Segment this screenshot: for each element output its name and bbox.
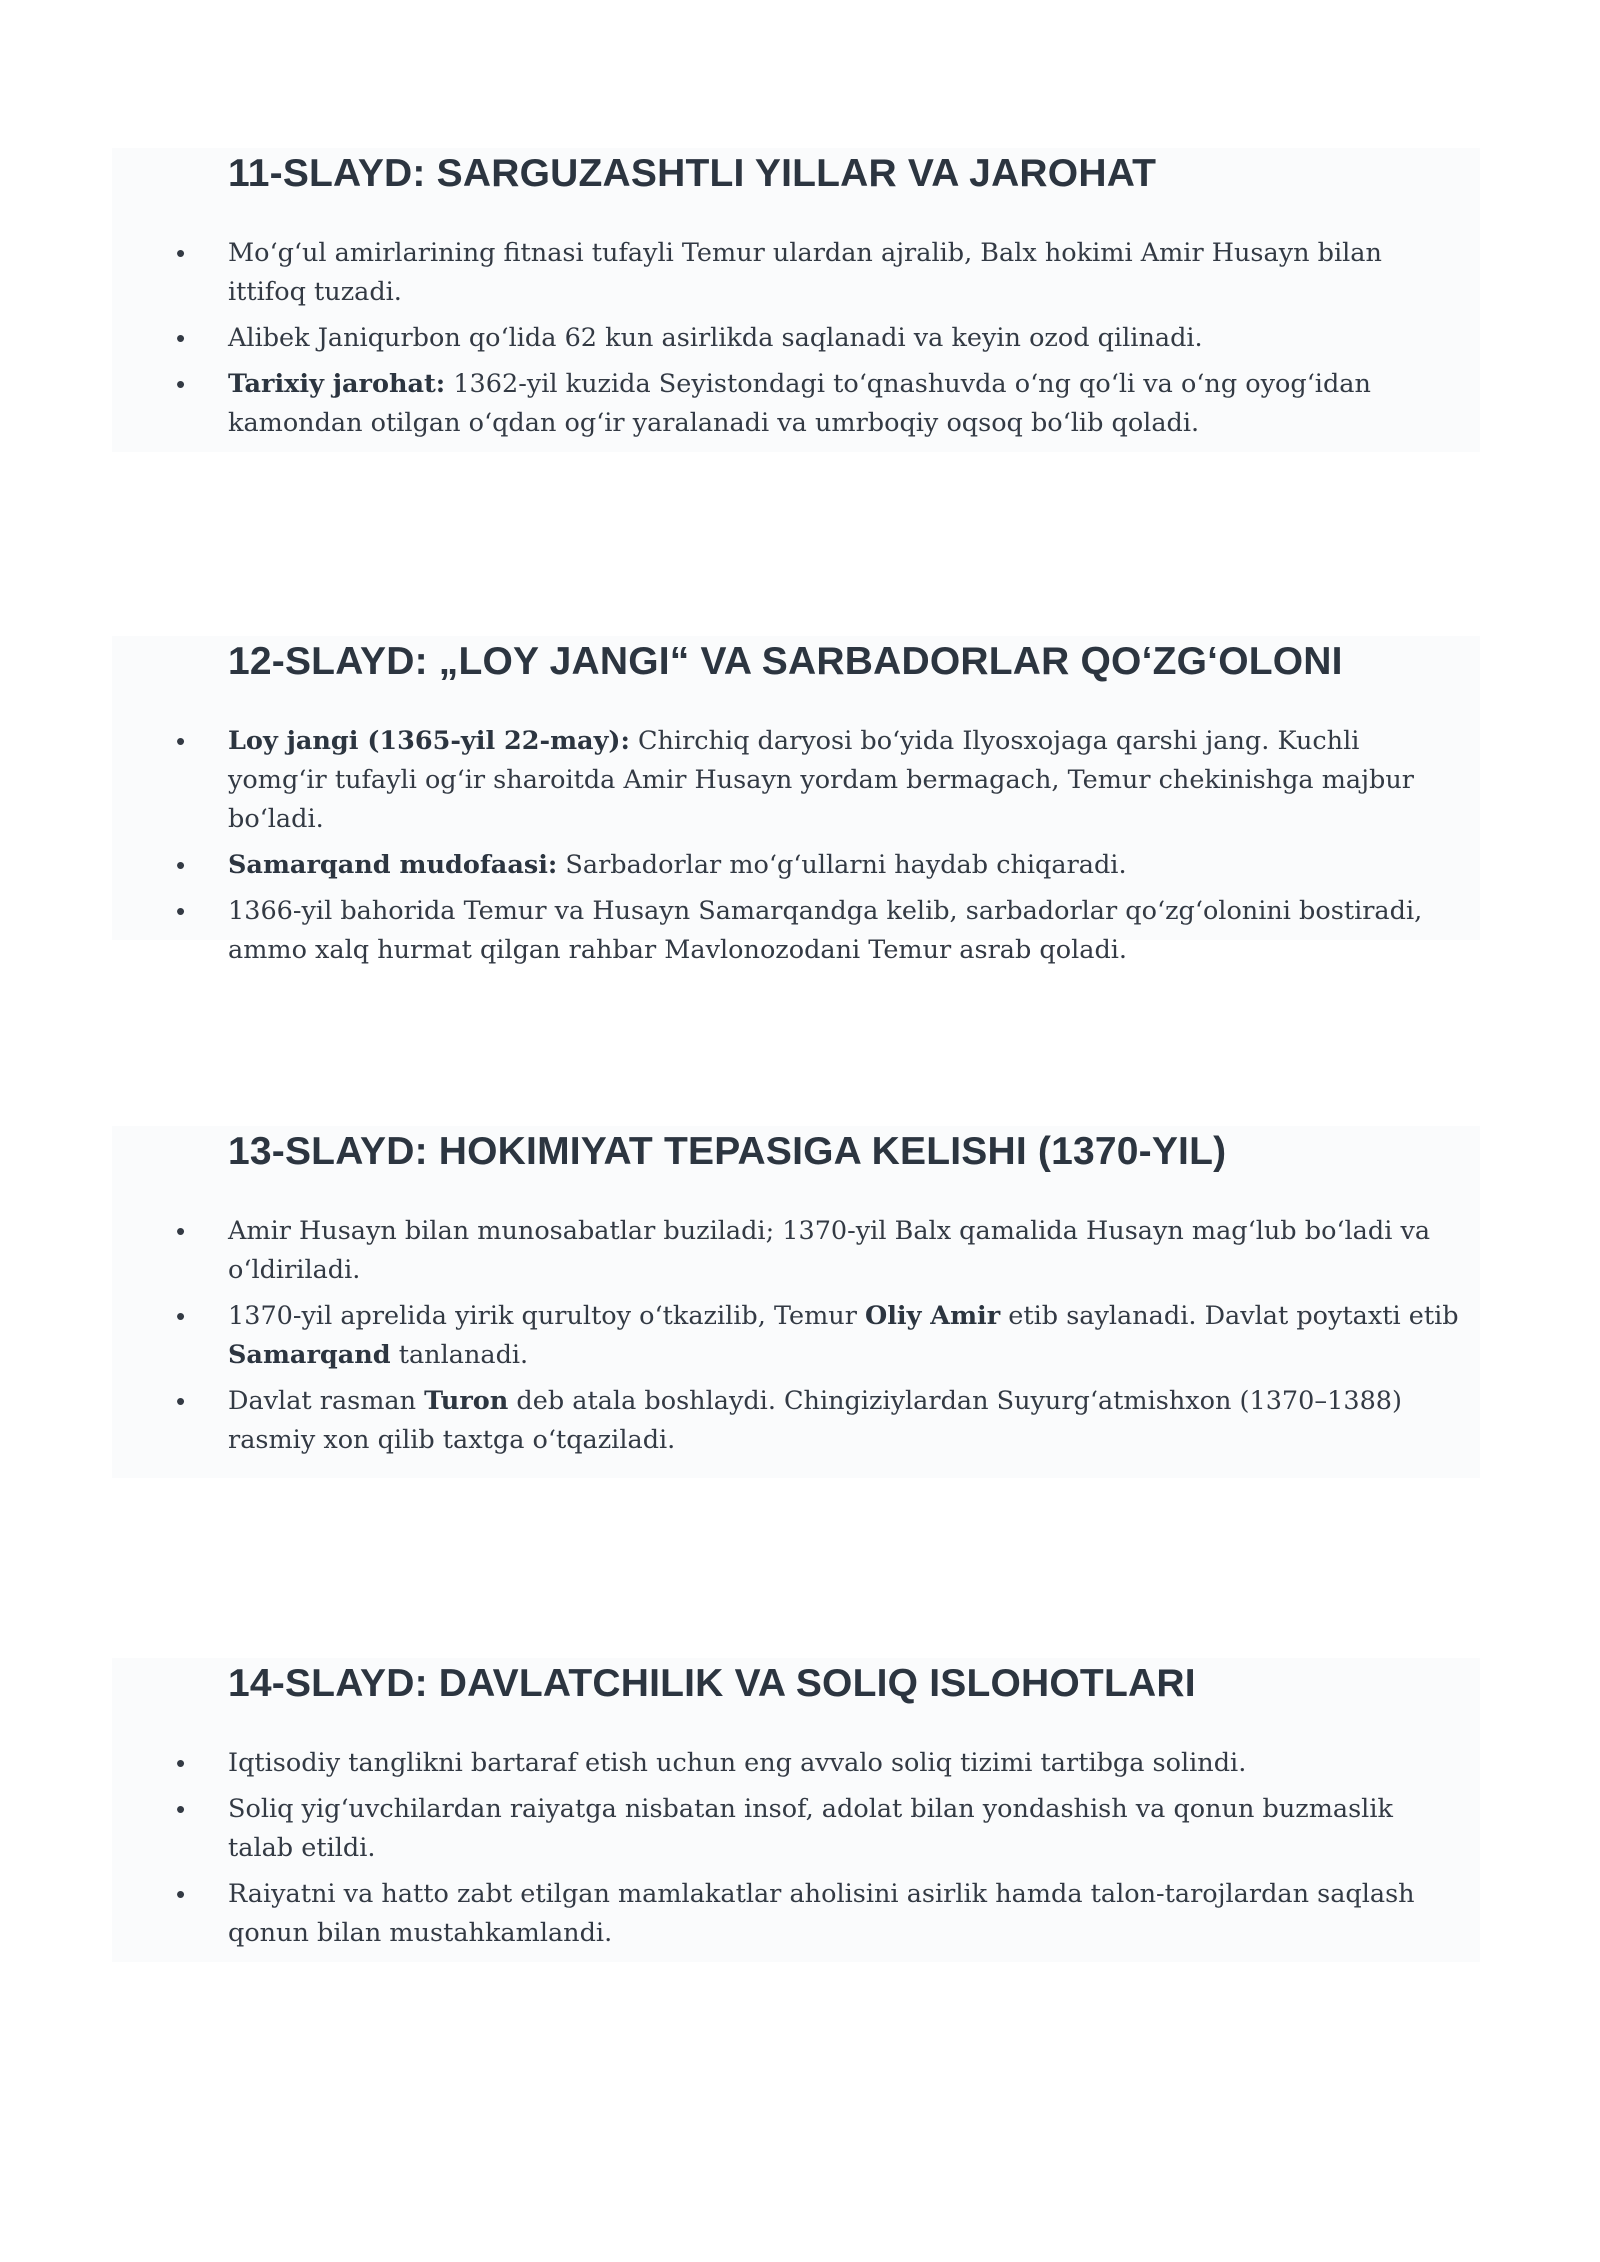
bullet-text: Tarixiy jarohat: 1362-yil kuzida Seyistondagi to‘qnashuvda o‘ng qo‘li va o‘ng oyog‘idan kamondan otilgan o‘qdan og‘ir yaralanadi va umrboqiy oqsoq bo‘lib qoladi. [228,369,1371,438]
bullet-icon: • [176,369,186,399]
bullet-icon: • [176,896,186,926]
bullet-text: 1370-yil aprelida yirik qurultoy o‘tkazilib, Temur Oliy Amir etib saylanadi. Davlat poytaxti etib Samarqand tanlanadi. [228,1301,1459,1370]
bullet-text: Raiyatni va hatto zabt etilgan mamlakatlar aholisini asirlik hamda talon-tarojlardan saqlash qonun bilan mustahkamlandi. [228,1879,1415,1948]
slide-section-12 [112,636,1480,965]
bullet-text: 1366-yil bahorida Temur va Husayn Samarqandga kelib, sarbadorlar qo‘zg‘olonini bostiradi, ammo xalq hurmat qilgan rahbar Mavlonozodani Temur asrab qoladi. [228,896,1423,965]
list-item [112,234,1480,312]
slide-section-13 [112,1126,1480,1478]
list-item [112,319,1480,358]
bullet-list [112,234,1480,450]
bullet-text: Davlat rasman Turon deb atala boshlaydi. Chingiziylardan Suyurg‘atmishxon (1370–1388) rasmiy xon qilib taxtga o‘tqaziladi. [228,1386,1402,1455]
slide-section-14 [112,1658,1480,1962]
list-item [112,722,1480,839]
bullet-icon: • [176,850,186,880]
section-title: 11-SLAYD: SARGUZASHTLI YILLAR VA JAROHAT [228,152,1157,195]
section-title: 13-SLAYD: HOKIMIYAT TEPASIGA KELISHI (1370-YIL) [228,1130,1227,1173]
bullet-icon: • [176,1216,186,1246]
bullet-list [112,722,1480,977]
bullet-icon: • [176,238,186,268]
bullet-text: Soliq yig‘uvchilardan raiyatga nisbatan insof, adolat bilan yondashish va qonun buzmaslik talab etildi. [228,1794,1393,1863]
bullet-icon: • [176,1386,186,1416]
bullet-text: Mo‘g‘ul amirlarining fitnasi tufayli Temur ulardan ajralib, Balx hokimi Amir Husayn bilan ittifoq tuzadi. [228,238,1382,307]
bullet-icon: • [176,726,186,756]
list-item [112,1382,1480,1460]
bullet-icon: • [176,1794,186,1824]
bullet-text: Samarqand mudofaasi: Sarbadorlar mo‘g‘ullarni haydab chiqaradi. [228,850,1127,880]
bullet-icon: • [176,1879,186,1909]
list-item [112,846,1480,885]
list-item [112,892,1480,970]
section-title: 12-SLAYD: „LOY JANGI“ VA SARBADORLAR QO‘ZG‘OLONI [228,640,1343,683]
list-item [112,1875,1480,1953]
bullet-text: Loy jangi (1365-yil 22-may): Chirchiq daryosi bo‘yida Ilyosxojaga qarshi jang. Kuchli yomg‘ir tufayli og‘ir sharoitda Amir Husayn yordam bermagach, Temur chekinishga majbur bo‘ladi. [228,726,1414,834]
bullet-list [112,1212,1480,1467]
bullet-text: Alibek Janiqurbon qo‘lida 62 kun asirlikda saqlanadi va keyin ozod qilinadi. [228,323,1203,353]
bullet-icon: • [176,1748,186,1778]
bullet-text: Iqtisodiy tanglikni bartaraf etish uchun eng avvalo soliq tizimi tartibga solindi. [228,1748,1247,1778]
list-item [112,1790,1480,1868]
bullet-list [112,1744,1480,1960]
list-item [112,1744,1480,1783]
bullet-icon: • [176,1301,186,1331]
slide-section-11 [112,148,1480,452]
list-item [112,365,1480,443]
bullet-text: Amir Husayn bilan munosabatlar buziladi; 1370-yil Balx qamalida Husayn mag‘lub bo‘ladi va o‘ldiriladi. [228,1216,1431,1285]
list-item [112,1297,1480,1375]
list-item [112,1212,1480,1290]
section-title: 14-SLAYD: DAVLATCHILIK VA SOLIQ ISLOHOTLARI [228,1662,1196,1705]
bullet-icon: • [176,323,186,353]
